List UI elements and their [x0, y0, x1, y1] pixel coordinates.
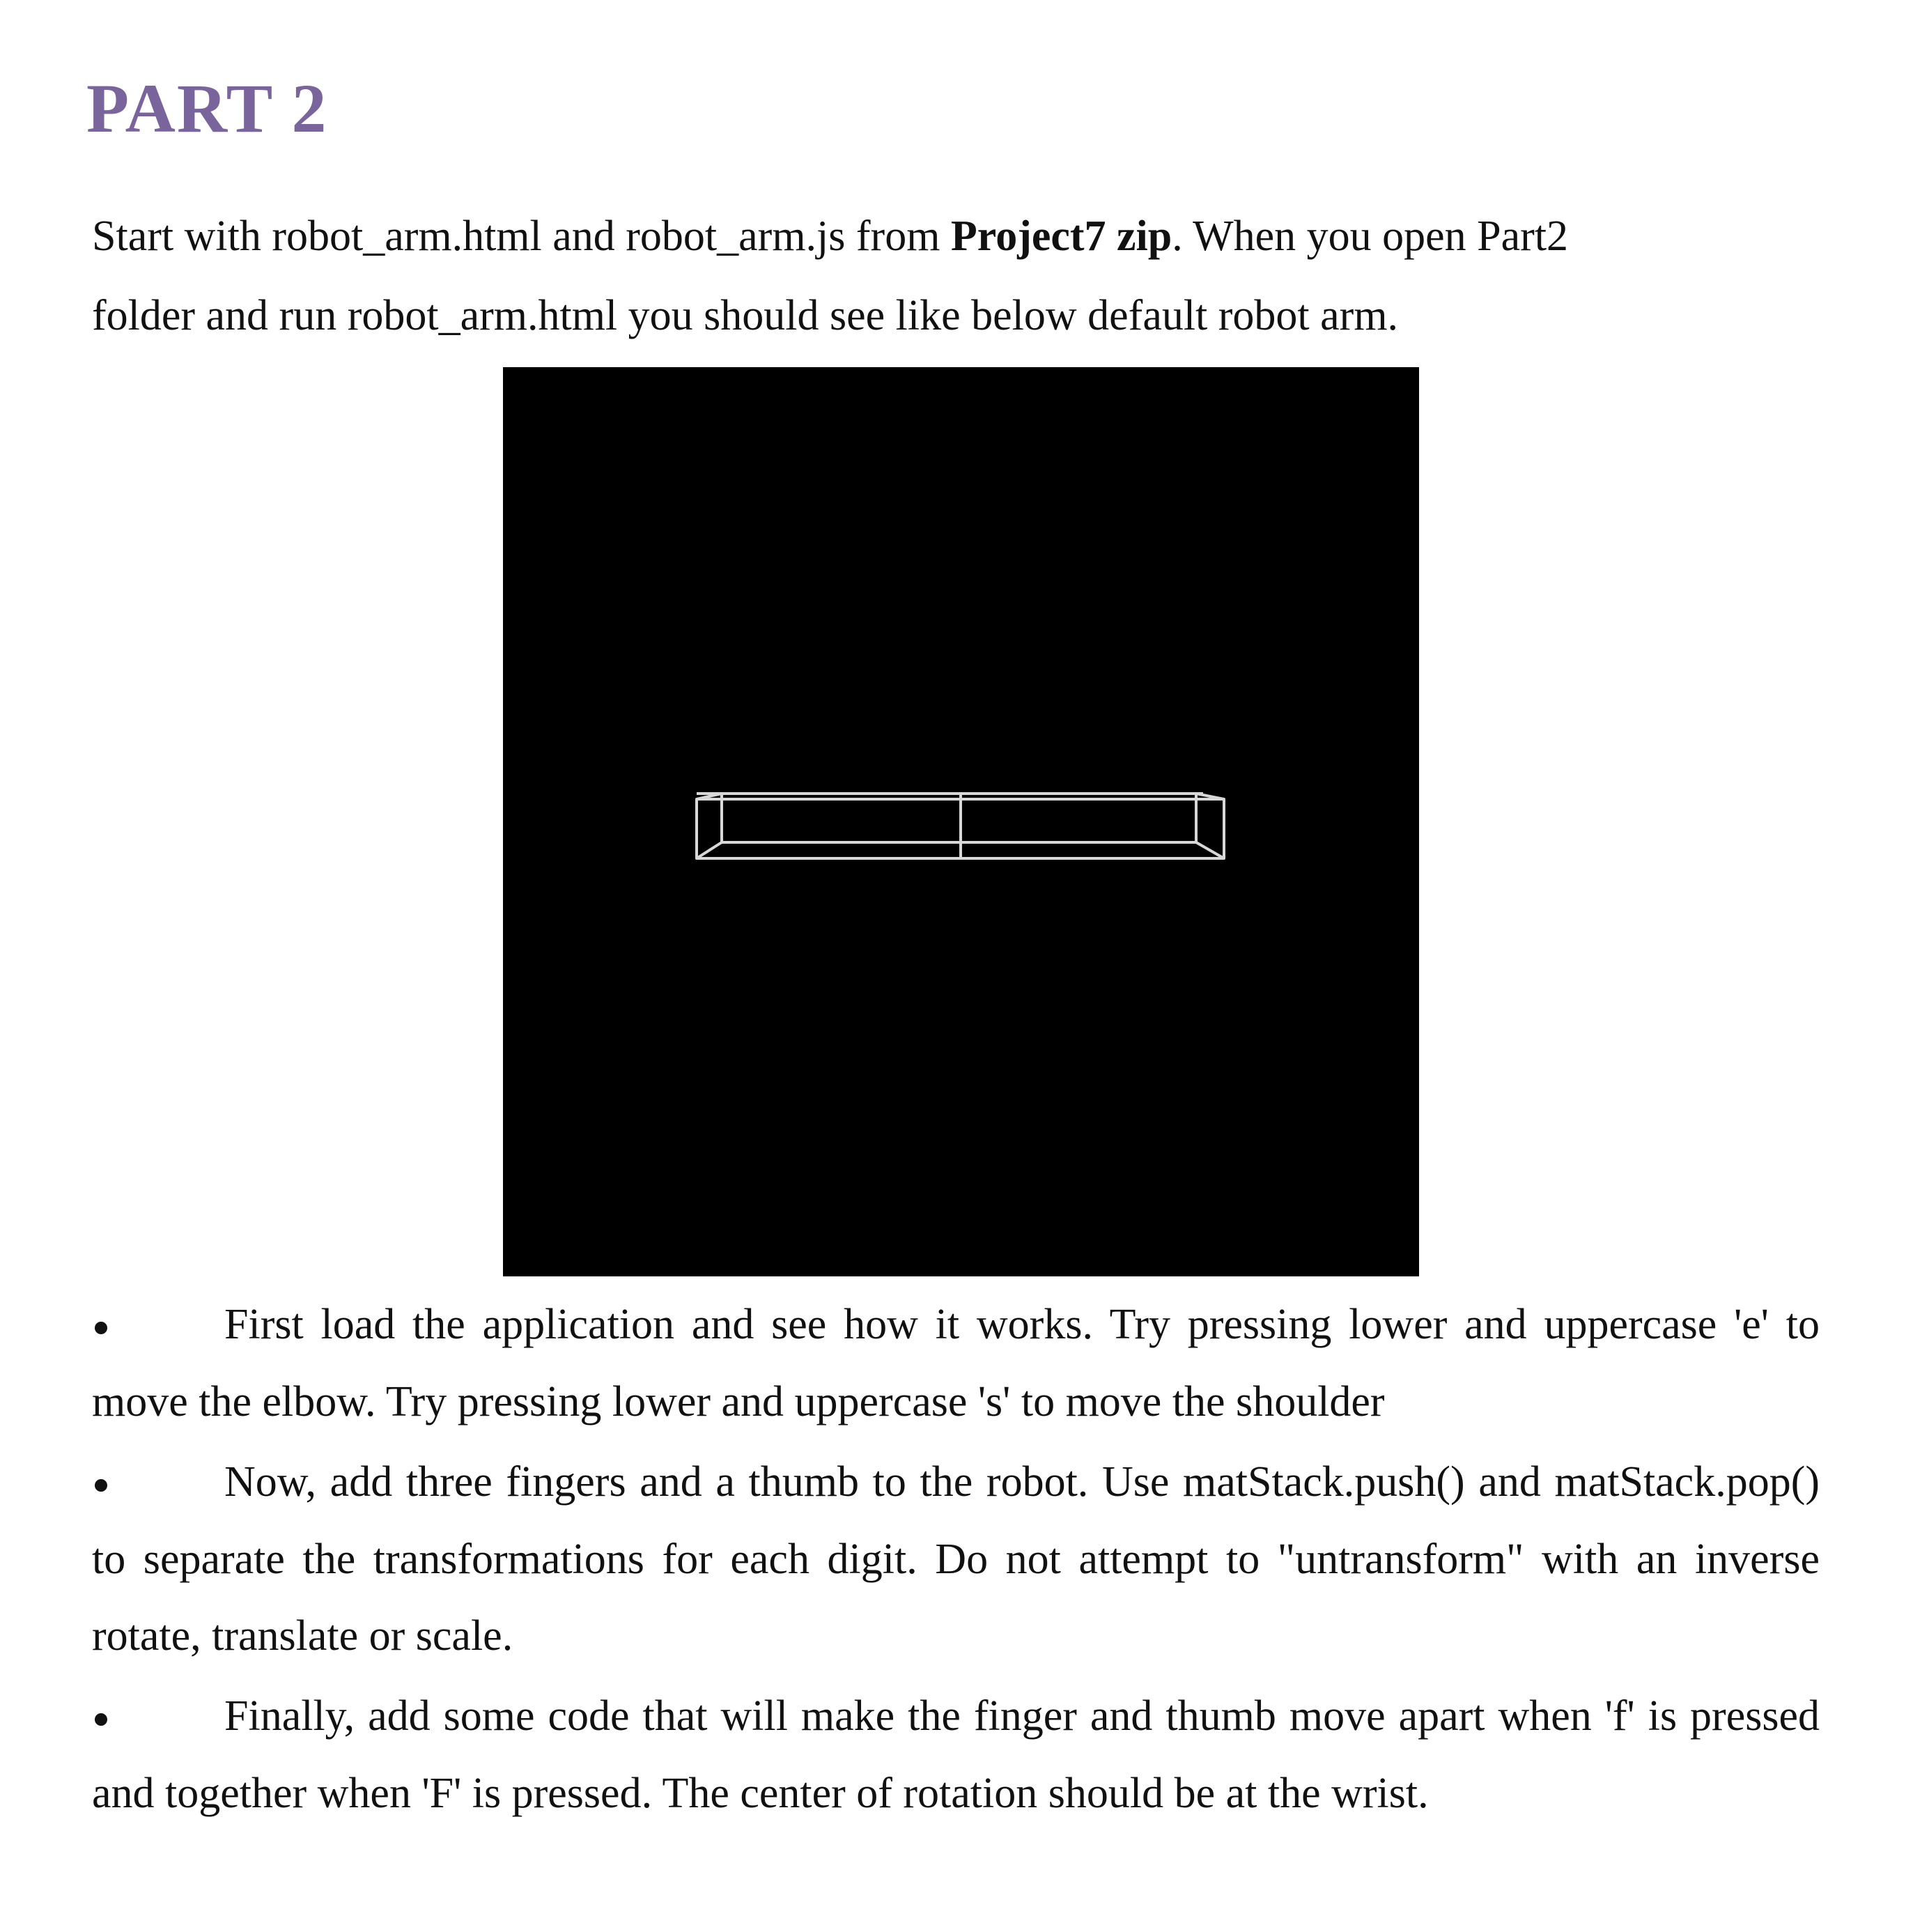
instruction-list: [92, 1286, 1820, 1835]
instruction-text: Now, add three fingers and a thumb to the robot. Use matStack.push() and matStack.pop() to separate the transformations for each digit. Do not attempt to "untransform" with an inverse rotate, translate or scale.: [92, 1458, 1820, 1660]
arm-bottom-left-bevel: [697, 842, 722, 858]
bullet-icon: [92, 1287, 224, 1363]
intro-paragraph: [92, 196, 1847, 355]
instruction-item: [92, 1678, 1820, 1832]
intro-line-2: folder and run robot_arm.html you should see like below default robot arm.: [92, 292, 1399, 339]
arm-bottom-right-bevel: [1196, 842, 1224, 858]
instruction-text: Finally, add some code that will make the finger and thumb move apart when 'f' is pressed and together when 'F' is pressed. The center of rotation should be at the wrist.: [92, 1692, 1820, 1817]
instruction-item: [92, 1286, 1820, 1440]
bullet-icon: [92, 1678, 224, 1755]
intro-line-1: [92, 196, 1847, 276]
intro-bold-zip: Project7 zip: [950, 212, 1172, 260]
instruction-item: [92, 1444, 1820, 1674]
bullet-icon: [92, 1444, 224, 1521]
robot-arm-canvas-figure: [503, 367, 1419, 1276]
intro-text-after: . When you open Part2: [1172, 212, 1569, 260]
instruction-text: First load the application and see how it works. Try pressing lower and uppercase 'e' to move the elbow. Try pressing lower and uppercase 's' to move the shoulder: [92, 1301, 1820, 1425]
robot-arm-wireframe: [503, 367, 1419, 1276]
intro-text-before: Start with robot_arm.html and robot_arm.js from: [92, 212, 951, 260]
section-heading: PART 2: [86, 70, 328, 147]
